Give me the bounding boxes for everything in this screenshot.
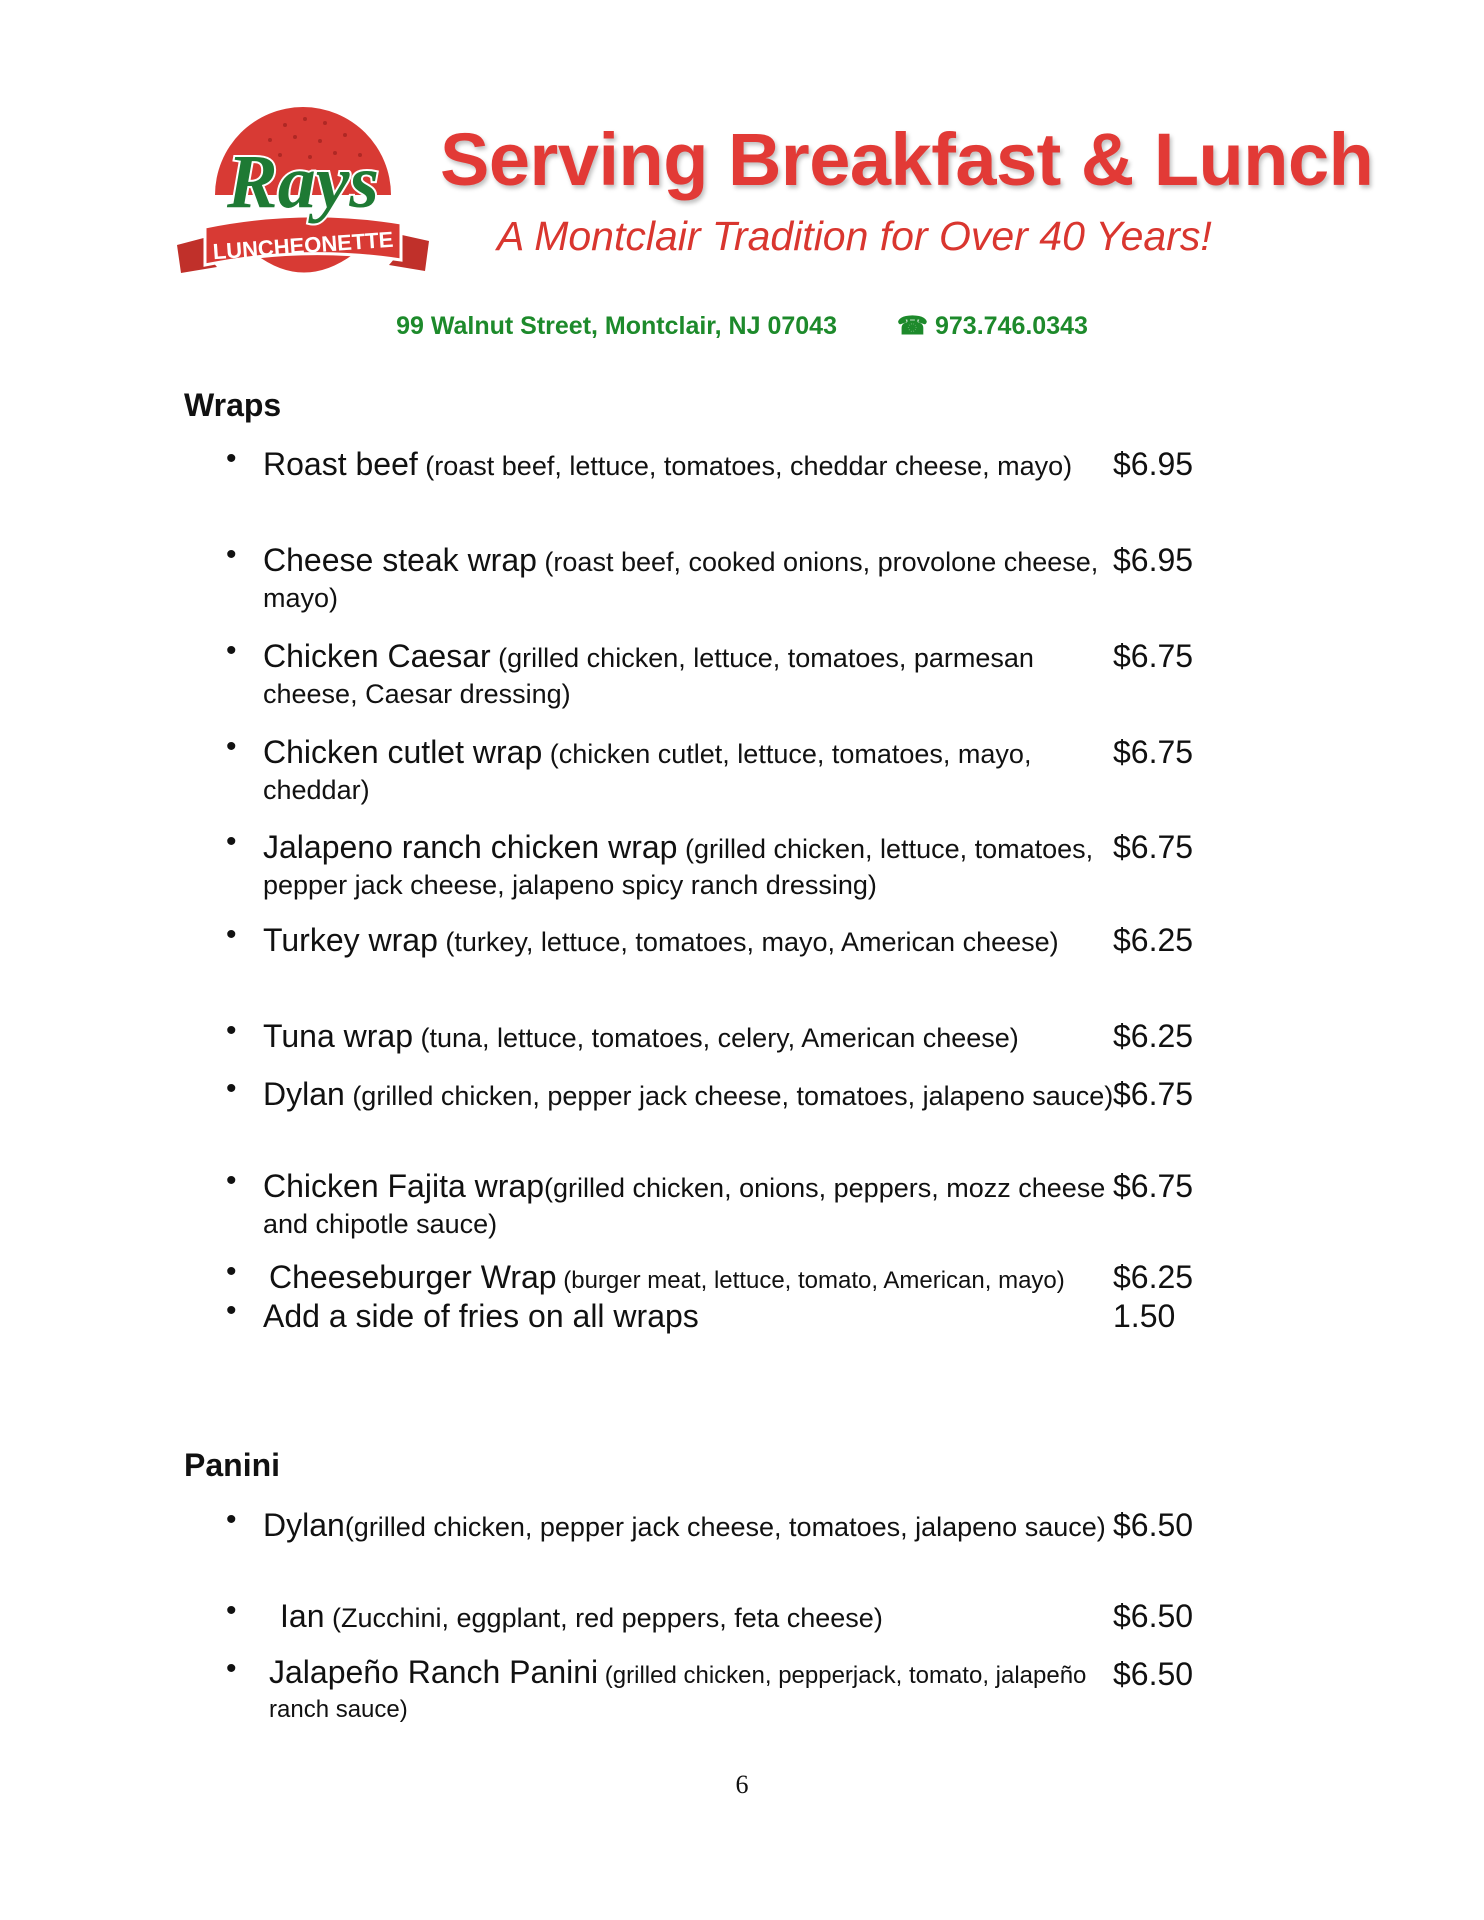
item-name: Ian bbox=[280, 1598, 325, 1634]
item-price: $6.75 bbox=[1113, 1168, 1194, 1204]
item-description: (roast beef, lettuce, tomatoes, cheddar cheese, mayo) bbox=[417, 451, 1073, 481]
header-banner bbox=[175, 95, 1374, 305]
bullet-icon: • bbox=[226, 1503, 237, 1536]
address-line bbox=[0, 311, 1484, 341]
item-description: (grilled chicken, lettuce, tomatoes, pepper jack cheese, jalapeno spicy ranch dressing) bbox=[263, 834, 1094, 900]
item-description: (tuna, lettuce, tomatoes, celery, American cheese) bbox=[413, 1023, 1019, 1053]
page-number: 6 bbox=[735, 1770, 749, 1799]
item-name: Jalapeño Ranch Panini bbox=[269, 1654, 599, 1690]
bullet-icon: • bbox=[226, 1072, 237, 1105]
item-name: Turkey wrap bbox=[263, 922, 438, 958]
item-name: Dylan bbox=[263, 1076, 345, 1112]
bullet-icon: • bbox=[226, 825, 237, 858]
item-description: (grilled chicken, pepper jack cheese, tomatoes, jalapeno sauce) bbox=[344, 1081, 1114, 1111]
item-name: Chicken Fajita wrap bbox=[263, 1168, 544, 1204]
item-description: (turkey, lettuce, tomatoes, mayo, American cheese) bbox=[437, 927, 1059, 957]
banner-title: Serving Breakfast & Lunch bbox=[440, 118, 1374, 201]
item-description: (chicken cutlet, lettuce, tomatoes, mayo, cheddar) bbox=[263, 739, 1032, 805]
item-price: $6.25 bbox=[1113, 922, 1194, 958]
bullet-icon: • bbox=[226, 1255, 237, 1288]
item-name: Chicken cutlet wrap bbox=[263, 734, 543, 770]
section-heading-panini: Panini bbox=[184, 1447, 281, 1483]
item-name: Dylan bbox=[263, 1507, 345, 1543]
item-name: Jalapeno ranch chicken wrap bbox=[263, 829, 678, 865]
bullet-icon: • bbox=[226, 1014, 237, 1047]
item-price: $6.75 bbox=[1113, 638, 1194, 674]
item-price: $6.25 bbox=[1113, 1018, 1194, 1054]
bullet-icon: • bbox=[226, 442, 237, 475]
bullet-icon: • bbox=[226, 730, 237, 763]
item-name: Chicken Caesar bbox=[263, 638, 491, 674]
item-description: (Zucchini, eggplant, red peppers, feta cheese) bbox=[324, 1603, 883, 1633]
item-price: $6.25 bbox=[1113, 1259, 1194, 1295]
item-description: (grilled chicken, onions, peppers, mozz cheese and chipotle sauce) bbox=[263, 1173, 1106, 1239]
rays-luncheonette-logo bbox=[175, 95, 445, 305]
phone-icon: ☎ bbox=[896, 312, 929, 340]
item-price: $6.50 bbox=[1113, 1656, 1194, 1692]
item-price: $6.50 bbox=[1113, 1598, 1194, 1634]
bullet-icon: • bbox=[226, 1294, 237, 1327]
section-heading-wraps: Wraps bbox=[184, 387, 282, 423]
item-name: Cheeseburger Wrap bbox=[269, 1259, 557, 1295]
logo-script-text: Rays bbox=[227, 140, 379, 224]
address-text: 99 Walnut Street, Montclair, NJ 07043 bbox=[396, 312, 837, 340]
item-price: $6.75 bbox=[1113, 1076, 1194, 1112]
bullet-icon: • bbox=[226, 634, 237, 667]
item-description: (grilled chicken, lettuce, tomatoes, parmesan cheese, Caesar dressing) bbox=[263, 643, 1034, 709]
logo-ribbon-text: LUNCHEONETTE bbox=[211, 226, 395, 265]
banner-subtitle: A Montclair Tradition for Over 40 Years! bbox=[497, 213, 1212, 259]
item-name: Add a side of fries on all wraps bbox=[263, 1298, 699, 1334]
item-price: $6.95 bbox=[1113, 446, 1194, 482]
item-price: $6.50 bbox=[1113, 1507, 1194, 1543]
bullet-icon: • bbox=[226, 918, 237, 951]
bullet-icon: • bbox=[226, 1164, 237, 1197]
item-description: (grilled chicken, pepper jack cheese, tomatoes, jalapeno sauce) bbox=[344, 1512, 1106, 1542]
item-description: (grilled chicken, pepperjack, tomato, jalapeño ranch sauce) bbox=[269, 1662, 1087, 1723]
item-name: Roast beef bbox=[263, 446, 418, 482]
item-description: (roast beef, cooked onions, provolone cheese, mayo) bbox=[263, 547, 1099, 613]
item-price: 1.50 bbox=[1113, 1298, 1176, 1334]
item-name: Cheese steak wrap bbox=[263, 542, 537, 578]
item-price: $6.75 bbox=[1113, 734, 1194, 770]
phone-number: 973.746.0343 bbox=[934, 312, 1088, 340]
item-name: Tuna wrap bbox=[263, 1018, 413, 1054]
item-price: $6.75 bbox=[1113, 829, 1194, 865]
item-price: $6.95 bbox=[1113, 542, 1194, 578]
bullet-icon: • bbox=[226, 1652, 237, 1685]
bullet-icon: • bbox=[226, 1594, 237, 1627]
item-description: (burger meat, lettuce, tomato, American, mayo) bbox=[556, 1267, 1065, 1294]
bullet-icon: • bbox=[226, 538, 237, 571]
